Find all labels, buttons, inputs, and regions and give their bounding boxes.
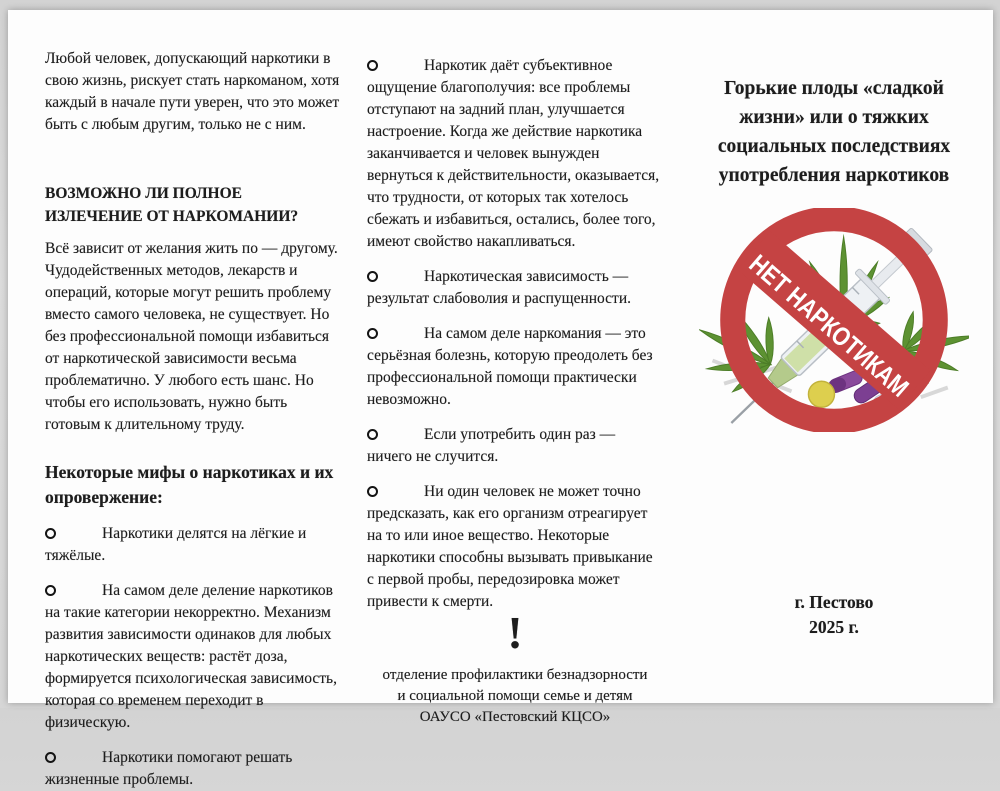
list-item-text: Наркотическая зависимость — результат слабоволия и распущенности. xyxy=(367,268,631,307)
list-item xyxy=(367,481,663,613)
organization-footer xyxy=(367,607,663,728)
ring-bullet-icon xyxy=(367,429,378,440)
ring-bullet-icon xyxy=(45,752,56,763)
ring-bullet-icon xyxy=(45,585,56,596)
no-drugs-band-text: НЕТ НАРКОТИКАМ xyxy=(743,248,946,430)
org-line: и социальной помощи семье и детям xyxy=(397,688,633,704)
ring-bullet-icon xyxy=(367,328,378,339)
list-item xyxy=(367,424,663,468)
column-right-cover xyxy=(693,48,975,688)
list-item xyxy=(367,55,663,253)
ring-bullet-icon xyxy=(367,60,378,71)
list-item-text: Наркотики помогают решать жизненные проблемы. xyxy=(45,749,293,788)
place-line: г. Пестово xyxy=(794,592,874,612)
heading-cure-possible: ВОЗМОЖНО ЛИ ПОЛНОЕ ИЗЛЕЧЕНИЕ ОТ НАРКОМАНИИ? xyxy=(45,185,299,225)
list-item-text: Наркотики делятся на лёгкие и тяжёлые. xyxy=(45,525,307,564)
list-item xyxy=(45,523,341,567)
list-item xyxy=(45,747,341,791)
no-drugs-emblem xyxy=(699,208,969,437)
column-left xyxy=(45,48,341,788)
place-date-footer xyxy=(693,590,975,640)
org-line: ОАУСО «Пестовский КЦСО» xyxy=(419,709,611,725)
ring-bullet-icon xyxy=(367,271,378,282)
brochure-title: Горькие плоды «сладкой жизни» или о тяжких социальных последствиях употребления наркотиков xyxy=(717,78,951,186)
list-item-text: На самом деле наркомания — это серьёзная болезнь, которую преодолеть без профессиональной помощи практически невозможно. xyxy=(367,325,653,408)
ring-bullet-icon xyxy=(367,486,378,497)
list-item xyxy=(367,323,663,411)
heading-myths: Некоторые мифы о наркотиках и их опровержение: xyxy=(45,462,334,507)
yellow-pill-icon xyxy=(808,381,834,407)
brochure-page xyxy=(8,10,993,788)
cure-paragraph: Всё зависит от желания жить по — другому. Чудодейственных методов, лекарств и операций, которые могут решить проблему вместо самого человека, не существует. Но без профессиональной помощи избавиться от наркотической зависимости весьма проблематично. У любого есть шанс. Но чтобы его использовать, нужно быть готовым к длительному труду. xyxy=(45,240,338,433)
list-item-text: Если употребить один раз — ничего не случится. xyxy=(367,426,616,465)
org-line: отделение профилактики безнадзорности xyxy=(382,667,648,683)
list-item xyxy=(45,580,341,734)
list-item-text: Ни один человек не может точно предсказать, как его организм отреагирует на то или иное вещество. Некоторые наркотики способны вызывать привыкание с первой пробы, передозировка может привести к смерти. xyxy=(367,483,653,610)
list-item-text: На самом деле деление наркотиков на такие категории некорректно. Механизм развития зависимости одинаков для любых наркотических веществ: растёт доза, формируется психологическая зависимость, которая со временем переходит в физическую. xyxy=(45,582,337,731)
no-drugs-sign-illustration xyxy=(699,208,969,432)
intro-paragraph: Любой человек, допускающий наркотики в свою жизнь, рискует стать наркоманом, хотя каждый в начале пути уверен, что это может быть с любым другим, только не с ним. xyxy=(45,50,340,133)
list-item xyxy=(367,266,663,310)
list-item-text: Наркотик даёт субъективное ощущение благополучия: все проблемы отступают на задний план, улучшается настроение. Когда же действие наркотика заканчивается и человек вынужден вернуться к действительности, оказывается, что трудности, от которых так хотелось сбежать и избавиться, остались, более того, имеют свойство накапливаться. xyxy=(367,57,660,250)
column-middle xyxy=(367,48,663,725)
year-line: 2025 г. xyxy=(809,617,859,637)
exclamation-mark: ! xyxy=(507,607,523,658)
ring-bullet-icon xyxy=(45,528,56,539)
